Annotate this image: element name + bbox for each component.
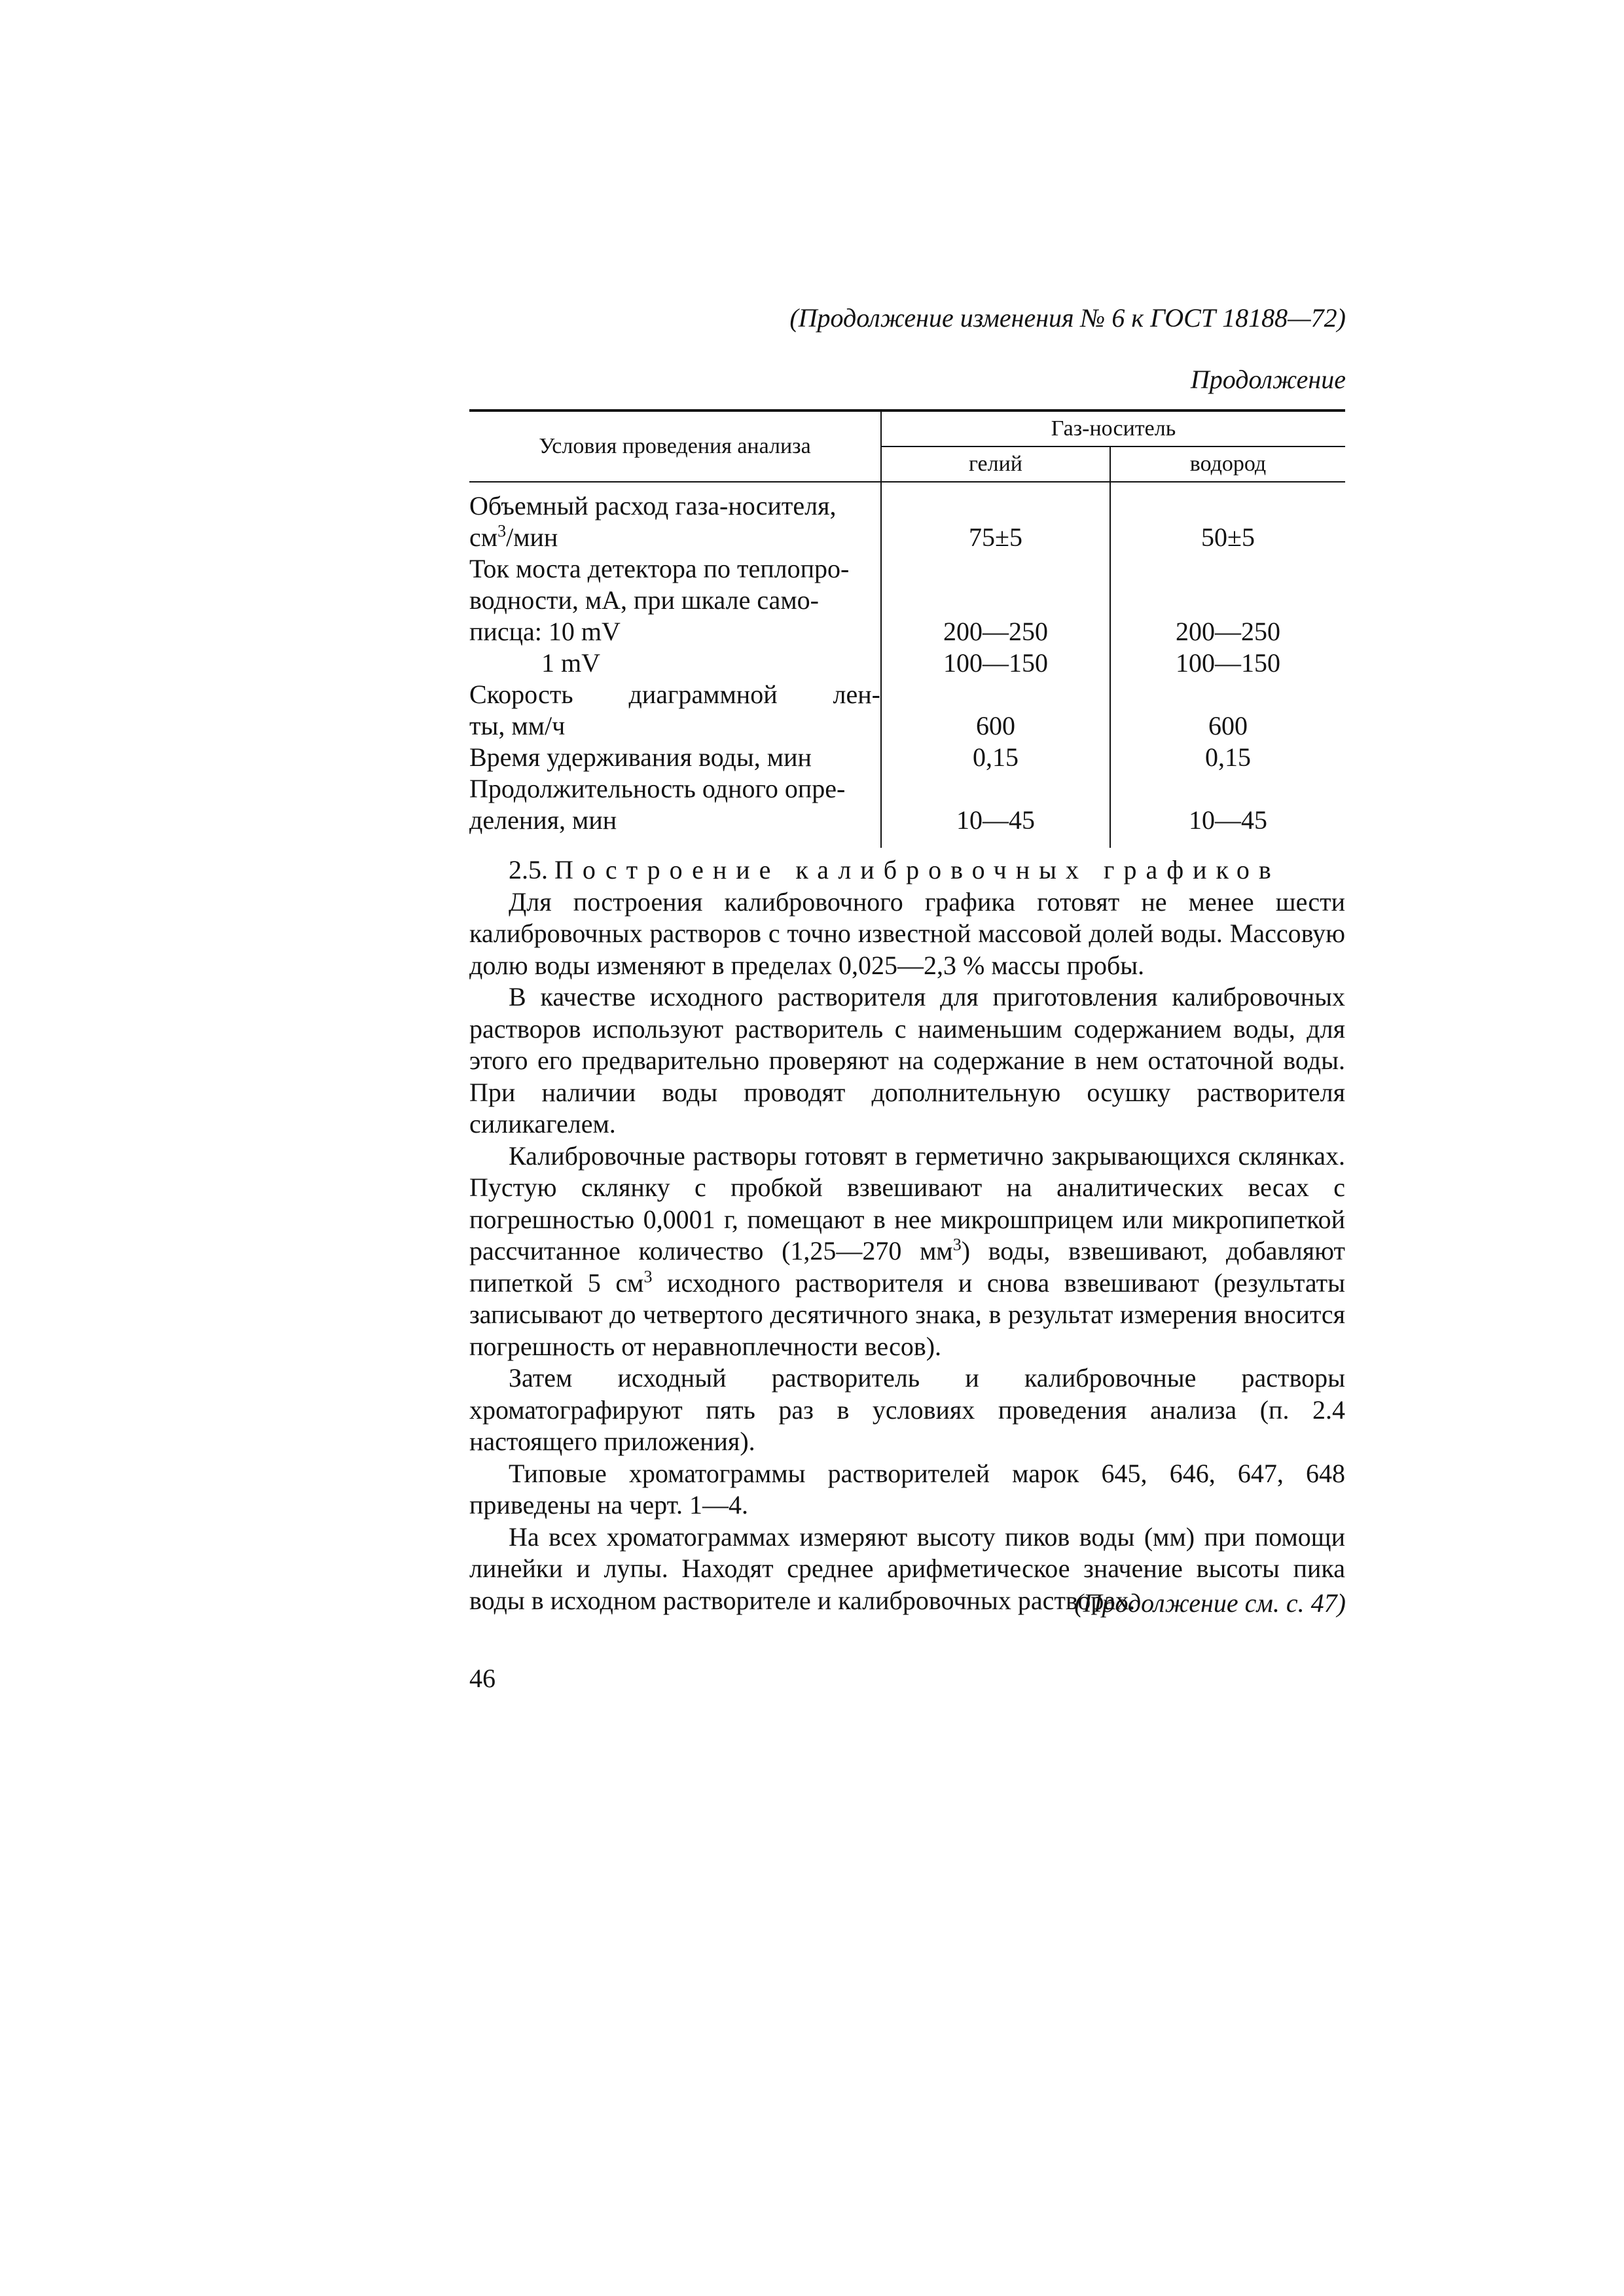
hydrogen-value: 600 [1208, 711, 1248, 740]
continued-footer: (Продолжение см. с. 47) [1074, 1588, 1346, 1618]
row-label: Время удерживания воды, мин [469, 742, 881, 773]
analysis-conditions-table [469, 409, 1345, 848]
header-conditions: Условия проведения анализа [469, 410, 881, 482]
table-row [469, 553, 1345, 647]
row-label: Скорость диаграммной лен- ты, мм/ч [469, 680, 880, 740]
row-label: Ток моста детектора по теплопро- водности, мА, при шкале само- писца: 10 mV [469, 553, 881, 647]
paragraph: Типовые хроматограммы растворителей марок 645, 646, 647, 648 приведены на черт. 1—4. [469, 1458, 1345, 1520]
table-row [469, 773, 1345, 848]
paragraph: В качестве исходного растворителя для приготовления калибровочных растворов используют растворитель с наименьшим содержанием воды, для этого его предварительно проверяют на содержание в нем остаточной воды. При наличии воды проводят дополнительную осушку растворителя силикагелем. [469, 982, 1345, 1139]
row-label: Продолжительность одного опре- деления, мин [469, 773, 881, 848]
table-row [469, 482, 1345, 553]
row-label: Объемный расход газа-носителя, $см^3$/мин [469, 482, 881, 553]
section-body [469, 854, 1345, 1616]
header-hydrogen: водород [1110, 446, 1345, 482]
table-row [469, 742, 1345, 773]
paragraph: На всех хроматограммах измеряют высоту пиков воды (мм) при помощи линейки и лупы. Находят среднее арифметическое значение высоты пика воды в исходном растворителе и калибровочных растворах. [469, 1522, 1345, 1615]
hydrogen-value: 0,15 [1205, 742, 1251, 772]
paragraph: Затем исходный растворитель и калибровочные растворы хроматографируют пять раз в условиях проведения анализа (п. 2.4 настоящего приложения). [469, 1363, 1345, 1456]
helium-value: 0,15 [881, 742, 1110, 773]
hydrogen-value: 200—250 [1176, 617, 1280, 646]
helium-value: 75±5 [881, 482, 1110, 553]
section-number: 2.5. [509, 855, 548, 884]
row-label: 1 mV [469, 647, 881, 679]
hydrogen-value: 100—150 [1176, 648, 1280, 678]
header-carrier-gas: Газ-носитель [881, 410, 1345, 446]
hydrogen-value: 50±5 [1201, 522, 1255, 552]
table-continuation-label: Продолжение [1190, 365, 1346, 394]
table-row [469, 679, 1345, 742]
helium-value: 100—150 [881, 647, 1110, 679]
paragraph: Калибровочные растворы готовят в герметично закрывающихся склянках. Пустую склянку с пробкой взвешивают на аналитических весах с погрешностью 0,0001 г, помещают в нее микрошприцем или микропипеткой рассчитанное количество (1,25—270 $мм^3$) воды, взвешивают, добавляют пипеткой 5 $см^3$ исходного растворителя и снова взвешивают (результаты записывают до четвертого десятичного знака, в результат измерения вносится погрешность от неравноплечности весов). [469, 1140, 1345, 1361]
section-title: Построение калибровочных графиков [554, 855, 1280, 884]
header-helium: гелий [881, 446, 1110, 482]
paragraph: Для построения калибровочного графика готовят не менее шести калибровочных растворов с точно известной массовой долей воды. Массовую долю воды изменяют в пределах 0,025—2,3 % массы пробы. [469, 886, 1345, 980]
page-number: 46 [469, 1664, 496, 1693]
hydrogen-value: 10—45 [1189, 805, 1267, 835]
helium-value: 200—250 [881, 553, 1110, 647]
table-row [469, 647, 1345, 679]
helium-value: 600 [881, 679, 1110, 742]
section-heading [469, 854, 1345, 886]
helium-value: 10—45 [881, 773, 1110, 848]
continuation-header: (Продолжение изменения № 6 к ГОСТ 18188—72) [789, 303, 1346, 333]
